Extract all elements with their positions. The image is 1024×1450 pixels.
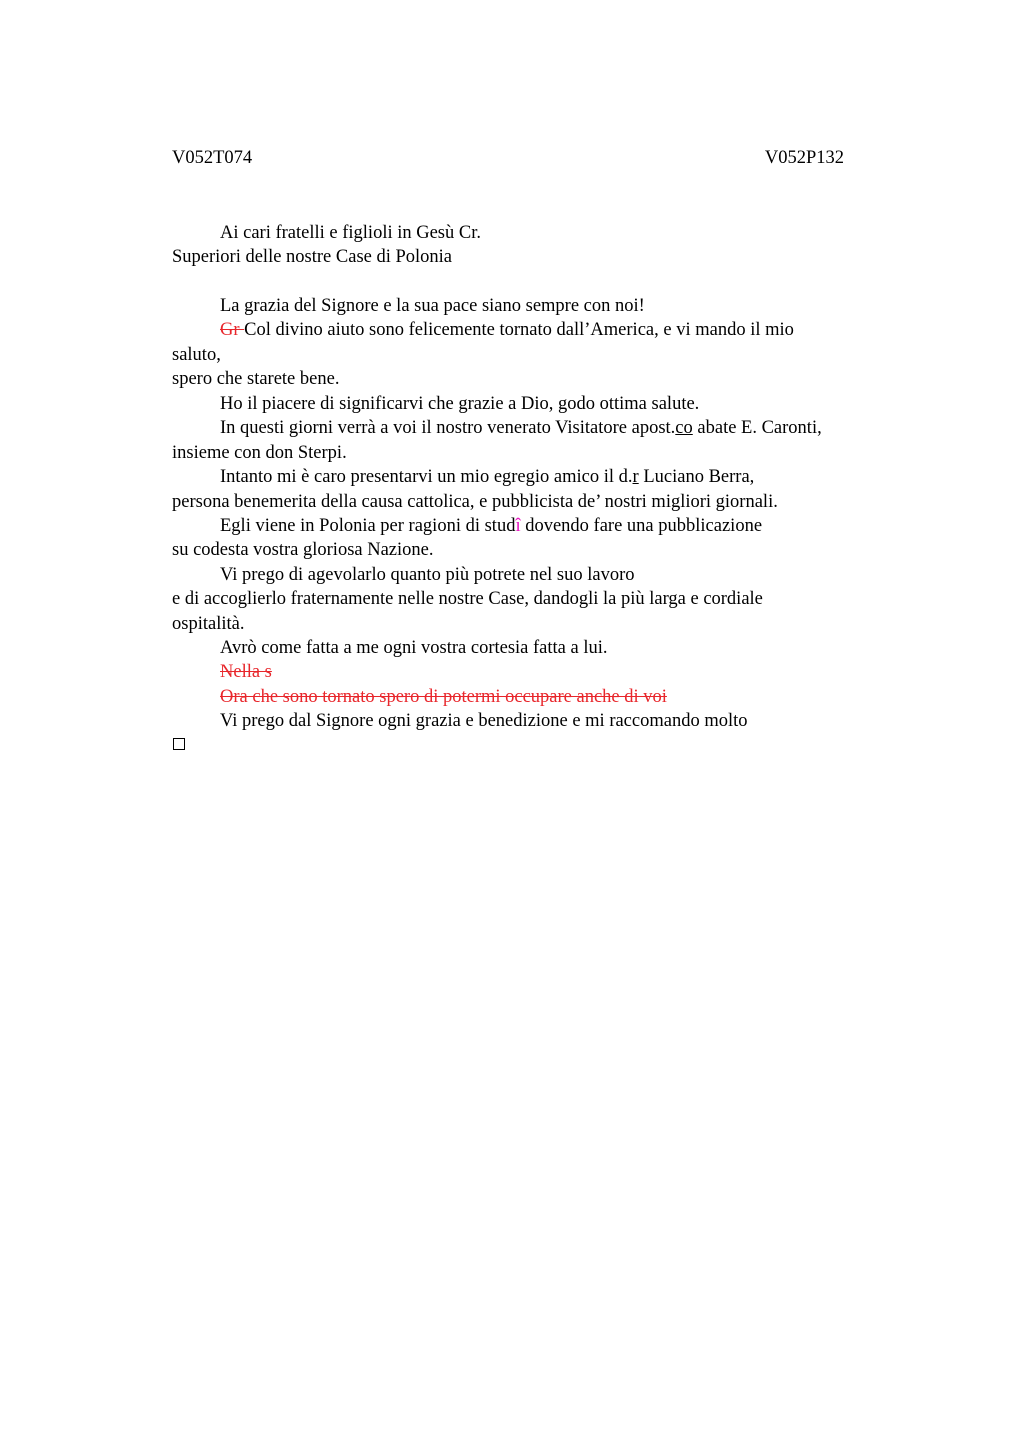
deleted-text: Gr: [220, 320, 245, 340]
studies-text-end: dovendo fare una pubblicazione: [520, 516, 763, 536]
blessing-line: Vi prego dal Signore ogni grazia e benedizione e mi raccomando molto: [220, 711, 748, 731]
salutation-line-2: Superiori delle nostre Case di Polonia: [172, 247, 453, 267]
salutation-line-1: Ai cari fratelli e figlioli in Gesù Cr.: [220, 223, 481, 243]
deleted-line-1: Nella s: [220, 662, 272, 682]
visitor-line: [220, 417, 822, 439]
studies-line: [220, 515, 762, 537]
courtesy-line: Avrò come fatta a me ogni vostra cortesia fatta a lui.: [220, 638, 608, 658]
abbrev-superscript: co: [675, 418, 693, 438]
greeting-line: La grazia del Signore e la sua pace siano sempre con noi!: [220, 296, 645, 316]
visitor-text: In questi giorni verrà a voi il nostro venerato Visitatore apost.: [220, 418, 676, 438]
visitor-line-2: insieme con don Sterpi.: [172, 443, 347, 463]
document-code-right: V052P132: [764, 148, 844, 168]
return-line: [220, 319, 794, 341]
highlighted-char: î: [515, 516, 521, 536]
request-line-3: ospitalità.: [172, 614, 245, 634]
introduction-line: [220, 466, 754, 488]
visitor-text-end: abate E. Caronti,: [692, 418, 822, 438]
document-code-left: V052T074: [172, 148, 253, 168]
request-line: Vi prego di agevolarlo quanto più potrete nel suo lavoro: [220, 565, 635, 585]
return-line-2: saluto,: [172, 345, 221, 365]
request-line-2: e di accoglierlo fraternamente nelle nostre Case, dandogli la più larga e cordiale: [172, 589, 763, 609]
introduction-line-2: persona benemerita della causa cattolica, e pubblicista de’ nostri migliori giornali.: [172, 492, 778, 512]
introduction-text: Intanto mi è caro presentarvi un mio egregio amico il d.: [220, 467, 633, 487]
return-line-3: spero che starete bene.: [172, 369, 340, 389]
studies-text: Egli viene in Polonia per ragioni di stud: [220, 516, 516, 536]
health-line: Ho il piacere di significarvi che grazie a Dio, godo ottima salute.: [220, 394, 700, 414]
return-text: Col divino aiuto sono felicemente tornato dall’America, e vi mando il mio: [244, 320, 794, 340]
studies-line-2: su codesta vostra gloriosa Nazione.: [172, 540, 434, 560]
checkbox-glyph: [173, 738, 185, 750]
deleted-line-2: Ora che sono tornato spero di potermi occupare anche di voi: [220, 687, 667, 707]
abbrev-superscript: r: [632, 467, 639, 487]
introduction-text-end: Luciano Berra,: [638, 467, 755, 487]
